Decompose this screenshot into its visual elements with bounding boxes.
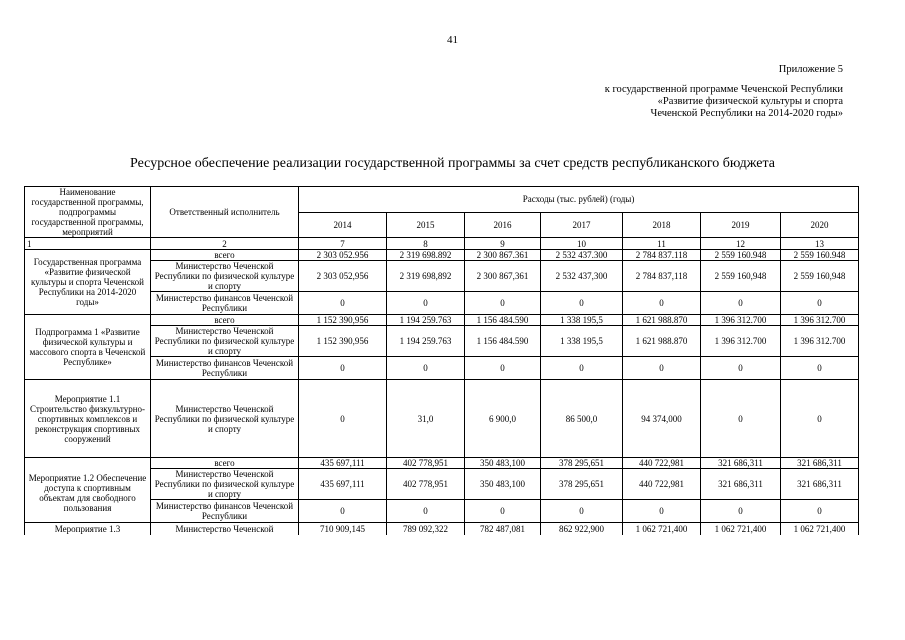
column-number: 2	[151, 238, 299, 250]
value-cell: 0	[781, 500, 859, 523]
table-row	[25, 469, 859, 500]
year-header: 2016	[465, 212, 541, 238]
header-name-col: Наименование государственной программы, подпрограммы государственной программы, мероприятий	[25, 187, 151, 238]
value-cell: 1 338 195,5	[541, 326, 623, 357]
table-row	[25, 523, 859, 536]
table-row	[25, 250, 859, 261]
value-cell: 1 156 484.590	[465, 315, 541, 326]
table-row	[25, 380, 859, 458]
measure-name: Мероприятие 1.2 Обеспечение доступа к спортивным объектам для свободного пользования	[25, 458, 151, 523]
value-cell: 1 396 312.700	[701, 315, 781, 326]
table-row	[25, 292, 859, 315]
executor-cell: всего	[151, 250, 299, 261]
header-row	[25, 187, 859, 213]
column-number: 10	[541, 238, 623, 250]
value-cell: 0	[701, 380, 781, 458]
value-cell: 321 686,311	[701, 458, 781, 469]
value-cell: 0	[299, 292, 387, 315]
column-number: 11	[623, 238, 701, 250]
executor-cell: Министерство Чеченской Республики по физической культуре и спорту	[151, 326, 299, 357]
value-cell: 1 396 312.700	[781, 315, 859, 326]
column-number: 13	[781, 238, 859, 250]
value-cell: 0	[701, 500, 781, 523]
value-cell: 2 303 052,956	[299, 261, 387, 292]
value-cell: 0	[299, 357, 387, 380]
value-cell: 1 338 195,5	[541, 315, 623, 326]
value-cell: 1 396 312.700	[781, 326, 859, 357]
value-cell: 0	[623, 292, 701, 315]
page-number: 41	[447, 34, 458, 46]
executor-cell: Министерство финансов Чеченской Республики	[151, 500, 299, 523]
table-row	[25, 315, 859, 326]
value-cell: 1 194 259.763	[387, 315, 465, 326]
value-cell: 2 559 160,948	[781, 261, 859, 292]
executor-cell: Министерство Чеченской Республики по физической культуре и спорту	[151, 469, 299, 500]
value-cell: 862 922,900	[541, 523, 623, 536]
value-cell: 350 483,100	[465, 469, 541, 500]
table-row	[25, 458, 859, 469]
executor-cell: Министерство финансов Чеченской Республики	[151, 292, 299, 315]
year-header: 2017	[541, 212, 623, 238]
resource-table	[24, 186, 859, 535]
year-header: 2015	[387, 212, 465, 238]
table-row	[25, 500, 859, 523]
value-cell: 0	[781, 380, 859, 458]
year-header: 2018	[623, 212, 701, 238]
value-cell: 0	[701, 357, 781, 380]
value-cell: 2 300 867,361	[465, 261, 541, 292]
value-cell: 86 500,0	[541, 380, 623, 458]
appendix-line: Чеченской Республики на 2014-2020 годы»	[650, 108, 843, 119]
value-cell: 0	[623, 500, 701, 523]
value-cell: 402 778,951	[387, 469, 465, 500]
year-header: 2020	[781, 212, 859, 238]
value-cell: 0	[541, 357, 623, 380]
value-cell: 2 532 437,300	[541, 261, 623, 292]
document-title: Ресурсное обеспечение реализации государственной программы за счет средств республиканского бюджета	[130, 156, 775, 171]
column-number: 12	[701, 238, 781, 250]
value-cell: 710 909,145	[299, 523, 387, 536]
value-cell: 435 697,111	[299, 458, 387, 469]
value-cell: 1 062 721,400	[623, 523, 701, 536]
value-cell: 440 722,981	[623, 458, 701, 469]
value-cell: 0	[465, 292, 541, 315]
value-cell: 0	[623, 357, 701, 380]
column-number: 7	[299, 238, 387, 250]
value-cell: 1 396 312.700	[701, 326, 781, 357]
table-row	[25, 261, 859, 292]
executor-cell: Министерство Чеченской	[151, 523, 299, 536]
executor-cell: Министерство финансов Чеченской Республики	[151, 357, 299, 380]
executor-cell: Министерство Чеченской Республики по физической культуре и спорту	[151, 380, 299, 458]
executor-cell: Министерство Чеченской Республики по физической культуре и спорту	[151, 261, 299, 292]
executor-cell: всего	[151, 315, 299, 326]
table-row	[25, 326, 859, 357]
appendix-line: к государственной программе Чеченской Республики	[604, 84, 843, 95]
value-cell: 1 062 721,400	[701, 523, 781, 536]
value-cell: 2 784 837,118	[623, 261, 701, 292]
value-cell: 1 062 721,400	[781, 523, 859, 536]
value-cell: 0	[465, 500, 541, 523]
column-number: 9	[465, 238, 541, 250]
value-cell: 789 092,322	[387, 523, 465, 536]
value-cell: 1 621 988.870	[623, 326, 701, 357]
value-cell: 2 300 867.361	[465, 250, 541, 261]
value-cell: 0	[387, 500, 465, 523]
table-row	[25, 357, 859, 380]
value-cell: 782 487,081	[465, 523, 541, 536]
appendix-line: «Развитие физической культуры и спорта	[657, 96, 843, 107]
value-cell: 31,0	[387, 380, 465, 458]
value-cell: 1 621 988.870	[623, 315, 701, 326]
value-cell: 2 319 698,892	[387, 261, 465, 292]
value-cell: 321 686,311	[781, 469, 859, 500]
value-cell: 2 559 160.948	[701, 250, 781, 261]
value-cell: 440 722,981	[623, 469, 701, 500]
value-cell: 350 483,100	[465, 458, 541, 469]
value-cell: 6 900,0	[465, 380, 541, 458]
value-cell: 0	[701, 292, 781, 315]
year-header: 2014	[299, 212, 387, 238]
value-cell: 1 152 390,956	[299, 315, 387, 326]
value-cell: 2 319 698.892	[387, 250, 465, 261]
value-cell: 0	[387, 292, 465, 315]
value-cell: 2 559 160,948	[701, 261, 781, 292]
value-cell: 2 559 160.948	[781, 250, 859, 261]
executor-cell: всего	[151, 458, 299, 469]
measure-name: Мероприятие 1.3	[25, 523, 151, 536]
value-cell: 0	[465, 357, 541, 380]
header-executor-col: Ответственный исполнитель	[151, 187, 299, 238]
value-cell: 378 295,651	[541, 469, 623, 500]
value-cell: 0	[387, 357, 465, 380]
value-cell: 435 697,111	[299, 469, 387, 500]
value-cell: 2 532 437.300	[541, 250, 623, 261]
value-cell: 0	[299, 500, 387, 523]
value-cell: 0	[299, 380, 387, 458]
value-cell: 2 303 052.956	[299, 250, 387, 261]
value-cell: 321 686,311	[781, 458, 859, 469]
program-name: Государственная программа «Развитие физической культуры и спорта Чеченской Республики на 2014-2020 годы»	[25, 250, 151, 315]
value-cell: 1 152 390,956	[299, 326, 387, 357]
value-cell: 378 295,651	[541, 458, 623, 469]
value-cell: 402 778,951	[387, 458, 465, 469]
value-cell: 2 784 837.118	[623, 250, 701, 261]
value-cell: 0	[541, 500, 623, 523]
value-cell: 0	[781, 357, 859, 380]
column-number: 1	[25, 238, 151, 250]
value-cell: 0	[541, 292, 623, 315]
subprogram-name: Подпрограмма 1 «Развитие физической культуры и массового спорта в Чеченской Республике»	[25, 315, 151, 380]
value-cell: 321 686,311	[701, 469, 781, 500]
year-header: 2019	[701, 212, 781, 238]
column-number: 8	[387, 238, 465, 250]
value-cell: 94 374,000	[623, 380, 701, 458]
value-cell: 1 194 259.763	[387, 326, 465, 357]
measure-name: Мероприятие 1.1 Строительство физкультурно-спортивных комплексов и реконструкция спортивных сооружений	[25, 380, 151, 458]
value-cell: 1 156 484.590	[465, 326, 541, 357]
value-cell: 0	[781, 292, 859, 315]
header-expenses: Расходы (тыс. рублей) (годы)	[299, 187, 859, 213]
column-number-row	[25, 238, 859, 250]
appendix-label: Приложение 5	[778, 64, 843, 75]
